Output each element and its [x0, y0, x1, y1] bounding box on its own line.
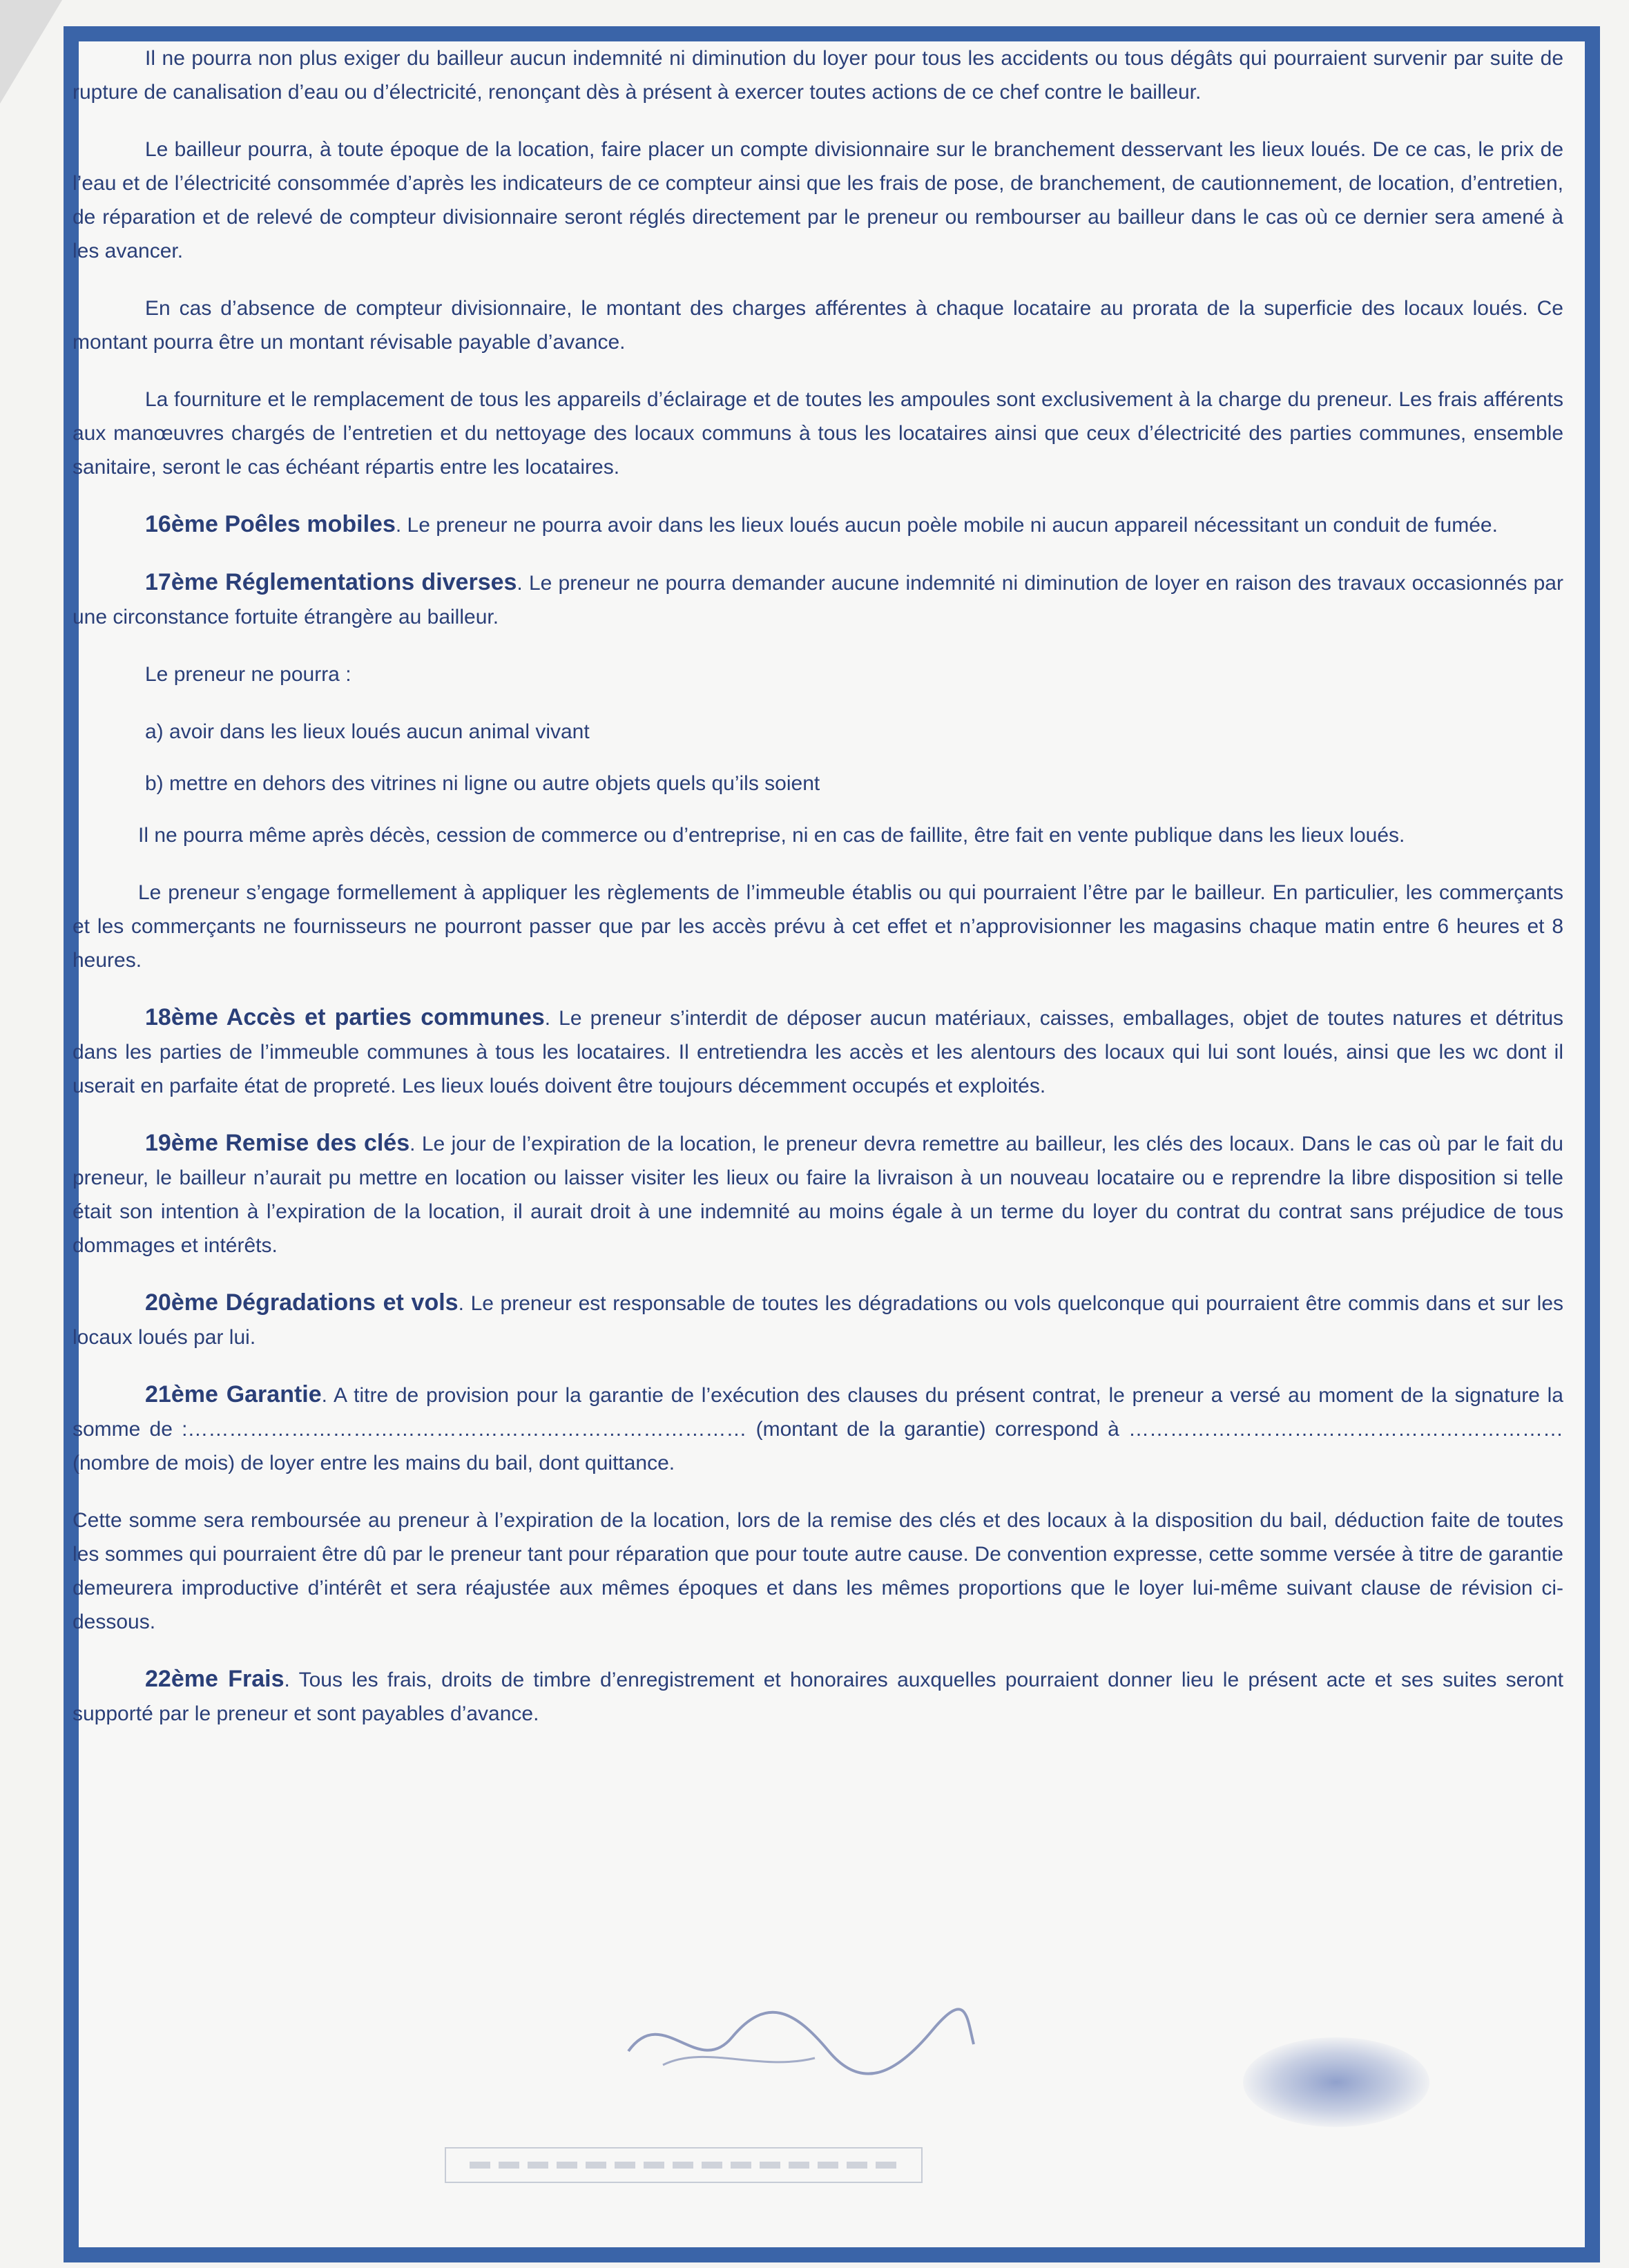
paragraph-remboursement-garantie: Cette somme sera remboursée au preneur à l’expiration de la location, lors de la remise des clés et des locaux à la disposition du bail, déduction faite de toutes les sommes qui pourraient être dû par le preneur tant pour réparation que pour toute autre cause. De convention expresse, cette somme versée à titre de garantie demeurera improductive d’intérêt et sera réajustée aux mêmes époques et dans les mêmes proportions que le loyer lui-même suivant clause de révision ci-dessous.: [73, 1509, 1563, 1633]
faded-stamp-text: [442, 2141, 925, 2189]
article-19-title: 19ème Remise des clés: [145, 1130, 410, 1156]
handwritten-signature: [621, 1989, 981, 2086]
article-20: [73, 1286, 1563, 1354]
article-17: [73, 566, 1563, 634]
article-18-text: . Le preneur s’interdit de déposer aucun matériaux, caisses, emballages, objet de toutes natures et détritus dans les parties de l’immeuble communes à tous les locataires. Il entretiendra les accès et les alentours des locaux qui lui sont loués, ainsi que les wc dont il userait en parfaite état de propreté. Les lieux loués doivent être toujours décemment occupés et exploités.: [73, 1007, 1563, 1097]
article-20-title: 20ème Dégradations et vols: [145, 1289, 459, 1316]
article-22-text: . Tous les frais, droits de timbre d’enregistrement et honoraires auxquelles pourraient donner lieu le présent acte et ses suites seront supporté par le preneur et sont payables d’avance.: [73, 1669, 1563, 1725]
paragraph-deces: Il ne pourra même après décès, cession de commerce ou d’entreprise, ni en cas de faillite, être fait en vente publique dans les lieux loués.: [138, 824, 1405, 847]
paragraph-reglements: Le preneur s’engage formellement à appliquer les règlements de l’immeuble établis ou qui pourraient l’être par le bailleur. En particulier, les commerçants et les commerçants ne fournisseurs ne pourront passer que par les accès prévu à cet effet et n’approvisionner les magasins chaque matin entre 6 heures et 8 heures.: [73, 881, 1563, 972]
article-17-item-a: a) avoir dans les lieux loués aucun animal vivant: [145, 720, 590, 743]
article-16-title: 16ème Poêles mobiles: [145, 511, 396, 537]
article-19-text: . Le jour de l’expiration de la location, le preneur devra remettre au bailleur, les clés des locaux. Dans le cas où par le fait du preneur, le bailleur n’aurait pu mettre en location ou laisser visiter les lieux ou faire la livraison à un nouveau locataire ou e reprendre la libre disposition si telle était son intention à l’expiration de la location, il aurait droit à une indemnité au moins égale à un terme du loyer du contrat du contrat sans préjudice de tous dommages et intérêts.: [73, 1133, 1563, 1257]
article-18: [73, 1001, 1563, 1103]
paragraph-accidents: Il ne pourra non plus exiger du bailleur aucun indemnité ni diminution du loyer pour tous les accidents ou tous dégâts qui pourraient survenir par suite de rupture de canalisation d’eau ou d’électricité, renonçant dès à présent à exercer toutes actions de ce chef contre le bailleur.: [73, 47, 1563, 104]
article-21-title: 21ème Garantie: [145, 1381, 322, 1407]
article-17-intro: Le preneur ne pourra :: [145, 663, 351, 686]
paragraph-eclairage: La fourniture et le remplacement de tous les appareils d’éclairage et de toutes les ampoules sont exclusivement à la charge du preneur. Les frais afférents aux manœuvres chargés de l’entretien et du nettoyage des locaux communs à tous les locataires ainsi que ceux d’électricité des parties communes, ensemble sanitaire, seront le cas échéant répartis entre les locataires.: [73, 388, 1563, 479]
article-16-text: . Le preneur ne pourra avoir dans les lieux loués aucun poèle mobile ni aucun appareil nécessitant un conduit de fumée.: [395, 514, 1498, 537]
article-22: [73, 1662, 1563, 1731]
article-22-title: 22ème Frais: [145, 1666, 285, 1692]
article-17-title: 17ème Réglementations diverses: [145, 569, 517, 595]
article-17-text: . Le preneur ne pourra demander aucune indemnité ni diminution de loyer en raison des travaux occasionnés par une circonstance fortuite étrangère au bailleur.: [73, 572, 1563, 628]
article-19: [73, 1126, 1563, 1262]
article-18-title: 18ème Accès et parties communes: [145, 1004, 545, 1030]
article-17-item-b: b) mettre en dehors des vitrines ni ligne ou autre objets quels qu’ils soient: [145, 772, 820, 795]
ink-stamp: [1243, 2037, 1429, 2127]
paragraph-compteur-divisionnaire: Le bailleur pourra, à toute époque de la location, faire placer un compte divisionnaire sur le branchement desservant les lieux loués. De ce cas, le prix de l’eau et de l’électricité consommée d’après les indicateurs de ce compteur ainsi que les frais de pose, de branchement, de cautionnement, de location, d’entretien, de réparation et de relevé de compteur divisionnaire seront réglés directement par le preneur ou rembourser au bailleur dans le cas où ce dernier sera amené à les avancer.: [73, 138, 1563, 262]
article-21: [73, 1378, 1563, 1480]
article-16: [73, 508, 1563, 542]
folded-corner: [0, 0, 62, 104]
contract-page-content: [73, 41, 1563, 1754]
article-20-text: . Le preneur est responsable de toutes les dégradations ou vols quelconque qui pourraient être commis dans et sur les locaux loués par lui.: [73, 1292, 1563, 1349]
article-21-text: . A titre de provision pour la garantie de l’exécution des clauses du présent contrat, le preneur a versé au moment de la signature la somme de :……………………………………………………………………… (montant de la garantie) correspond à ……………………………………………………… (nombre de mois) de loyer entre les mains du bail, dont quittance.: [73, 1384, 1563, 1474]
paragraph-absence-compteur: En cas d’absence de compteur divisionnaire, le montant des charges afférentes à chaque locataire au prorata de la superficie des locaux loués. Ce montant pourra être un montant révisable payable d’avance.: [73, 297, 1563, 354]
